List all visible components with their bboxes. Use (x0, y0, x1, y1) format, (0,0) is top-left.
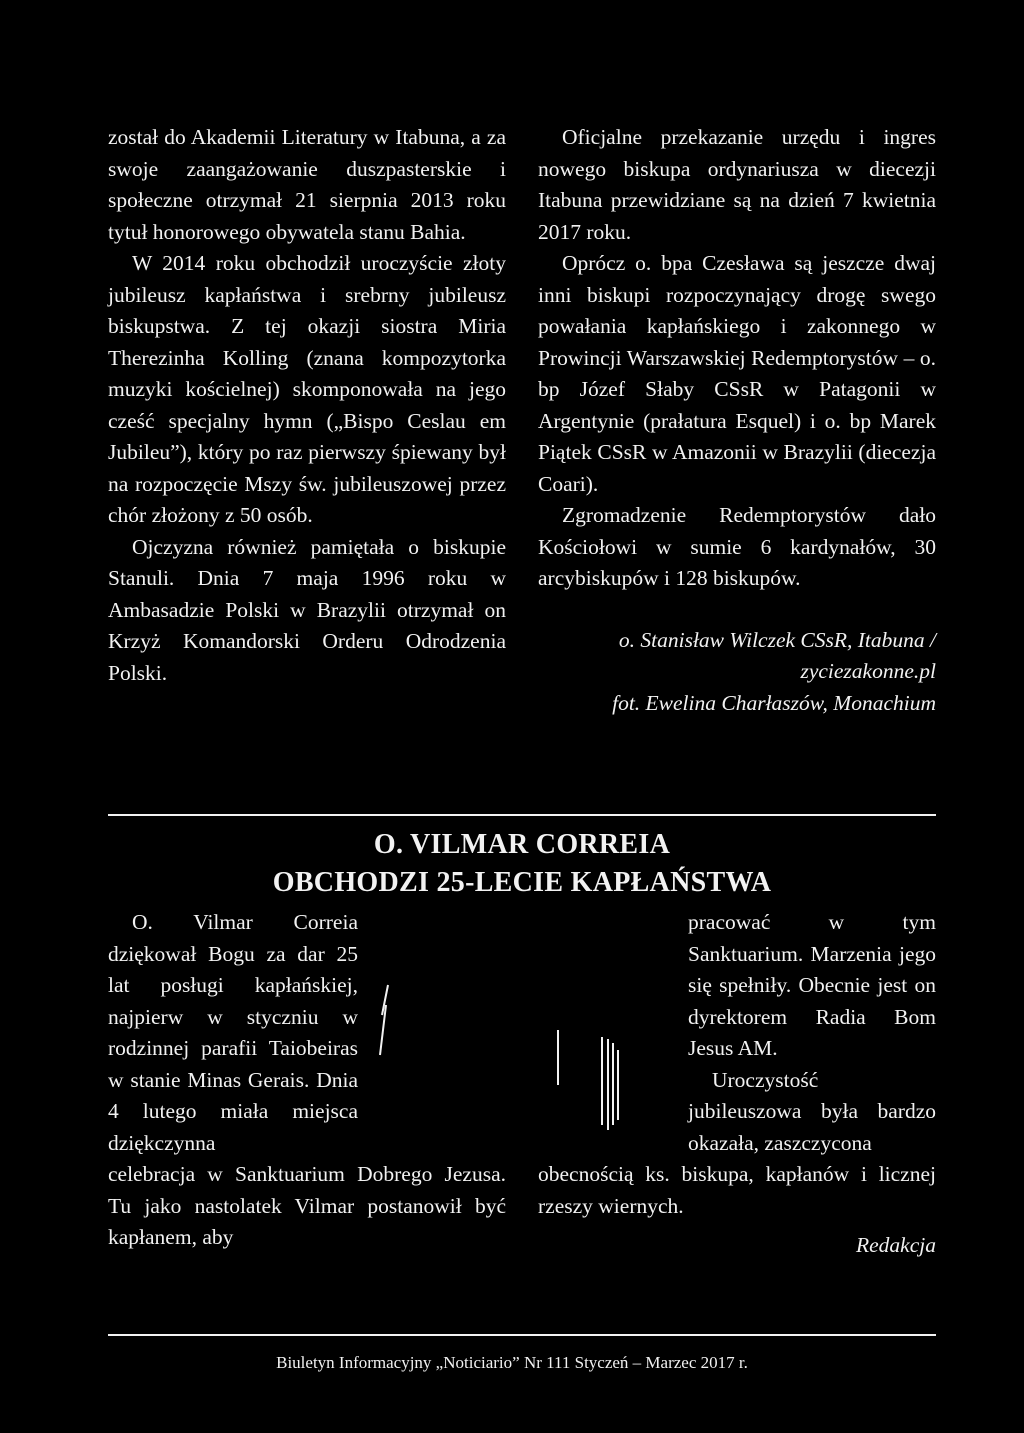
article-signature (538, 625, 936, 720)
paragraph: obecnością ks. biskupa, kapłanów i licznej rzeszy wiernych. (538, 1162, 936, 1218)
paragraph: O. Vilmar Correia dziękował Bogu za dar 25 lat posługi kapłańskiej, najpierw w styczniu w rodzinnej parafii Taiobeiras w stanie Minas Gerais. Dnia 4 lutego miała miejsca dziękczynna (108, 910, 358, 1155)
signature-line: zyciezakonne.pl (800, 659, 936, 683)
paragraph: Ojczyzna również pamiętała o biskupie Stanuli. Dnia 7 maja 1996 roku w Ambasadzie Polski w Brazylii otrzymał on Krzyż Komandorski Orderu Odrodzenia Polski. (108, 534, 506, 685)
paragraph: pracować w tym Sanktuarium. Marzenia jego się spełniły. Obecnie jest on dyrektorem Radia Bom Jesus AM. (688, 910, 936, 1060)
paragraph: celebracja w Sanktuarium Dobrego Jezusa. Tu jako nastolatek Vilmar postanowił być kapłanem, aby (108, 1162, 506, 1249)
section-divider (108, 814, 936, 816)
article-headline: O. VILMAR CORREIA (373, 829, 671, 860)
paragraph: został do Akademii Literatury w Itabuna, a za swoje zaangażowanie duszpasterskie i społeczne otrzymał 21 sierpnia 2013 roku tytuł honorowego obywatela stanu Bahia. (108, 125, 506, 244)
signature-line: o. Stanisław Wilczek CSsR, Itabuna / (618, 627, 936, 652)
footer-divider (108, 1334, 936, 1336)
paragraph: Zgromadzenie Redemptorystów dało Kościołowi w sumie 6 kardynałów, 30 arcybiskupów i 128 biskupów. (538, 503, 936, 590)
paragraph: Uroczystość jubileuszowa była bardzo okazała, zaszczycona (688, 1067, 936, 1155)
paragraph: Oficjalne przekazanie urzędu i ingres nowego biskupa ordynariusza w diecezji Itabuna przewidziane są na dzień 7 kwietnia 2017 roku. (538, 125, 936, 244)
paragraph: Oprócz o. bpa Czesława są jeszcze dwaj inni biskupi rozpoczynający drogę swego powałania kapłańskiego i zakonnego w Prowincji Warszawskiej Redemptorystów – o. bp Józef Słaby CSsR w Patagonii w Argentynie (prałatura Esquel) i o. bp Marek Piątek CSsR w Amazonii w Brazylii (diecezja Coari). (538, 251, 936, 496)
page-footer: Biuletyn Informacyjny „Noticiario” Nr 111 Styczeń – Marzec 2017 r. (276, 1353, 748, 1372)
left-column-top (108, 122, 506, 689)
editorial-credit: Redakcja (856, 1233, 936, 1257)
paragraph: W 2014 roku obchodził uroczyście złoty jubileusz kapłaństwa i srebrny jubileusz biskupstwa. Z tej okazji siostra Miria Therezinha Kolling (znana kompozytorka muzyki kościelnej) skomponowała na jego cześć specjalny hymn („Bispo Ceslau em Jubileu”), który po raz pierwszy śpiewany był na rozpoczęcie Mszy św. jubileuszowej przez chór złożony z 50 osób. (108, 251, 506, 527)
right-column-top (538, 122, 936, 719)
article-headline: OBCHODZI 25-LECIE KAPŁAŃSTWA (272, 867, 772, 898)
photo-credit: fot. Ewelina Charłaszów, Monachium (612, 690, 936, 715)
right-column-bottom (538, 907, 936, 1262)
